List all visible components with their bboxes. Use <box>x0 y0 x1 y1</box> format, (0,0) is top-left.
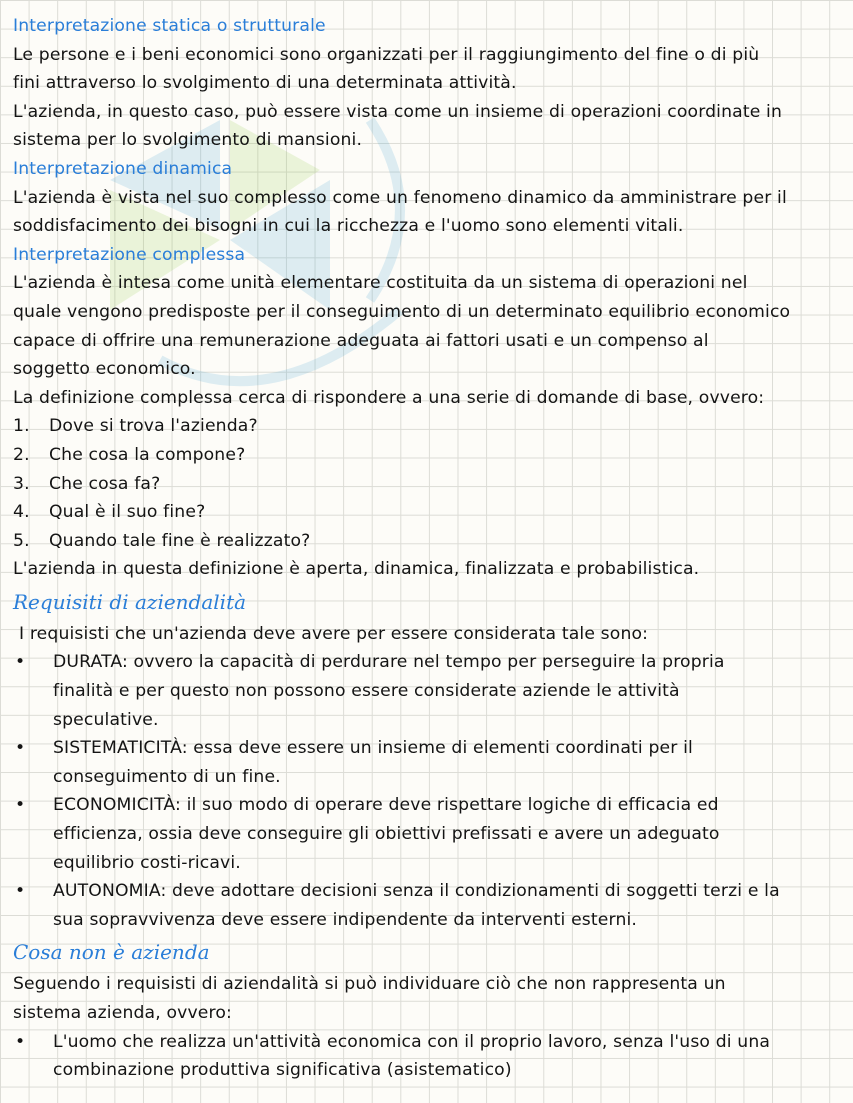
paragraph-line: L'azienda in questa definizione è aperta, dinamica, finalizzata e probabilistica. <box>13 559 700 580</box>
paragraph-line: I requisisti che un'azienda deve avere per essere considerata tale sono: <box>19 623 649 644</box>
paragraph-line: fini attraverso lo svolgimento di una determinata attività. <box>13 73 517 94</box>
list-item <box>13 648 843 734</box>
list-item <box>13 734 843 791</box>
list-text: Che cosa la compone? <box>49 444 246 465</box>
bullet-icon: • <box>15 1031 26 1052</box>
heading-interpretazione-complessa: Interpretazione complessa <box>13 244 246 265</box>
paragraph-line: quale vengono predisposte per il conseguimento di un determinato equilibrio economico <box>13 301 791 322</box>
list-text: sua sopravvivenza deve essere indipendente da interventi esterni. <box>53 909 638 930</box>
list-text: AUTONOMIA: deve adottare decisioni senza il condizionamenti di soggetti terzi e la <box>53 881 780 902</box>
paragraph-line: soggetto economico. <box>13 359 196 380</box>
bullet-icon: • <box>15 738 26 759</box>
list-number: 5. <box>13 530 30 551</box>
paragraph-line: L'azienda è vista nel suo complesso come un fenomeno dinamico da amministrare per il <box>13 187 787 208</box>
paragraph-line: L'azienda è intesa come unità elementare costituita da un sistema di operazioni nel <box>13 273 748 294</box>
list-text: conseguimento di un fine. <box>53 766 281 787</box>
list-item <box>13 527 843 556</box>
list-item <box>13 877 843 934</box>
heading-cosa-non-azienda: Cosa non è azienda <box>13 940 210 965</box>
list-text: speculative. <box>53 709 159 730</box>
list-text: SISTEMATICITÀ: essa deve essere un insieme di elementi coordinati per il <box>53 738 693 759</box>
list-number: 1. <box>13 416 30 437</box>
list-text: Che cosa fa? <box>49 473 161 494</box>
list-text: Dove si trova l'azienda? <box>49 416 258 437</box>
list-text: Quando tale fine è realizzato? <box>49 530 311 551</box>
list-item <box>13 470 843 499</box>
paragraph-line: Seguendo i requisisti di aziendalità si può individuare ciò che non rappresenta un <box>13 974 726 995</box>
list-item <box>13 412 843 441</box>
heading-requisiti-aziendalita: Requisiti di aziendalità <box>13 589 247 614</box>
bullet-icon: • <box>15 881 26 902</box>
list-text: combinazione produttiva significativa (asistematico) <box>53 1060 512 1081</box>
document-page <box>13 12 843 1085</box>
list-text: DURATA: ovvero la capacità di perdurare nel tempo per perseguire la propria <box>53 652 725 673</box>
list-text: finalità e per questo non possono essere considerate aziende le attività <box>53 681 680 702</box>
list-item <box>13 791 843 877</box>
list-text: L'uomo che realizza un'attività economica con il proprio lavoro, senza l'uso di una <box>53 1031 771 1052</box>
list-item <box>13 498 843 527</box>
heading-interpretazione-dinamica: Interpretazione dinamica <box>13 158 233 179</box>
paragraph-line: capace di offrire una remunerazione adeguata ai fattori usati e un compenso al <box>13 330 709 351</box>
heading-interpretazione-statica: Interpretazione statica o strutturale <box>13 16 326 36</box>
list-text: equilibrio costi-ricavi. <box>53 852 241 873</box>
list-number: 4. <box>13 502 30 523</box>
list-text: Qual è il suo fine? <box>49 502 206 523</box>
list-text: ECONOMICITÀ: il suo modo di operare deve rispettare logiche di efficacia ed <box>53 795 719 816</box>
bullet-icon: • <box>15 795 26 816</box>
list-number: 2. <box>13 444 30 465</box>
list-item <box>13 441 843 470</box>
paragraph-line: soddisfacimento dei bisogni in cui la ricchezza e l'uomo sono elementi vitali. <box>13 216 684 237</box>
list-number: 3. <box>13 473 30 494</box>
paragraph-line: sistema per lo svolgimento di mansioni. <box>13 130 363 151</box>
list-text: efficienza, ossia deve conseguire gli obiettivi prefissati e avere un adeguato <box>53 824 720 845</box>
paragraph-line: Le persone e i beni economici sono organizzati per il raggiungimento del fine o di più <box>13 44 760 65</box>
paragraph-line: sistema azienda, ovvero: <box>13 1003 232 1023</box>
bullet-icon: • <box>15 652 26 673</box>
list-item <box>13 1028 843 1085</box>
paragraph-line: La definizione complessa cerca di rispondere a una serie di domande di base, ovvero: <box>13 387 765 408</box>
paragraph-line: L'azienda, in questo caso, può essere vista come un insieme di operazioni coordinate in <box>13 101 783 122</box>
